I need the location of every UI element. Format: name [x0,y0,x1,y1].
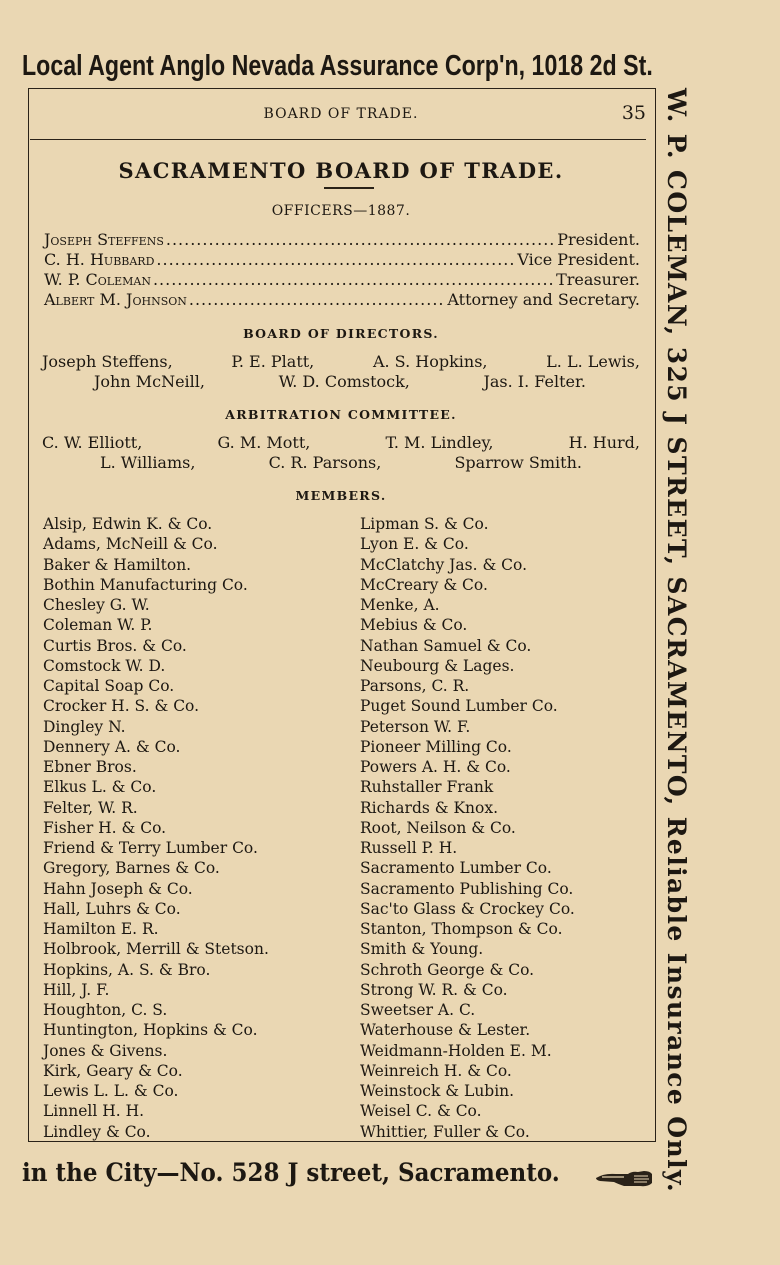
officer-name: Albert M. Johnson [44,290,187,309]
member-entry: Baker & Hamilton. [43,555,192,574]
title-rule [324,187,374,189]
member-entry: Puget Sound Lumber Co. [360,697,558,716]
arbitration-line-2 [100,453,582,472]
member-entry: Lindley & Co. [43,1122,151,1141]
member-entry: McClatchy Jas. & Co. [360,555,528,574]
officers-list [44,230,640,310]
director-name: John McNeill, [94,372,205,391]
director-name: L. L. Lewis, [546,352,640,371]
officers-heading: OFFICERS—1887. [271,203,411,219]
directors-line-2 [94,372,586,391]
member-entry: Crocker H. S. & Co. [43,697,200,716]
member-entry: Schroth George & Co. [360,960,535,979]
member-entry: Smith & Young. [360,940,484,959]
officer-row [44,230,640,250]
member-entry: Peterson W. F. [360,717,471,736]
member-entry: Stanton, Thompson & Co. [360,920,563,938]
officer-row [44,270,640,290]
officer-title: Attorney and Secretary. [447,290,640,309]
director-name: Jas. I. Felter. [483,372,586,391]
member-entry: Weidmann-Holden E. M. [360,1041,552,1060]
arbitration-heading: ARBITRATION COMMITTEE. [225,407,457,422]
arbitration-line-1 [42,433,640,452]
member-entry: Jones & Givens. [43,1041,168,1060]
committee-name: Sparrow Smith. [454,453,582,472]
member-entry: Comstock W. D. [43,656,166,675]
page-title: SACRAMENTO BOARD OF TRADE. [118,158,564,183]
dot-leader [153,270,554,290]
officer-name: W. P. Coleman [44,270,151,289]
member-entry: Sac'to Glass & Crockey Co. [360,899,575,918]
member-entry: Linnell H. H. [43,1102,145,1121]
member-entry: Whittier, Fuller & Co. [360,1122,530,1141]
member-entry: Hall, Luhrs & Co. [43,899,181,918]
member-entry: Capital Soap Co. [43,677,175,695]
committee-name: T. M. Lindley, [385,433,494,452]
committee-name: H. Hurd, [568,433,640,452]
member-entry: McCreary & Co. [360,575,488,594]
member-entry: Neubourg & Lages. [360,656,515,675]
header-rule [30,139,646,140]
officer-title: Treasurer. [556,270,640,289]
member-entry: Houghton, C. S. [43,1001,168,1019]
officer-title: President. [557,230,640,249]
member-entry: Powers A. H. & Co. [360,758,511,776]
member-entry: Lipman S. & Co. [360,515,489,533]
member-entry: Dingley N. [43,717,126,736]
member-entry: Sacramento Publishing Co. [360,879,574,898]
member-entry: Hill, J. F. [43,980,110,999]
top-advertisement: Local Agent Anglo Nevada Assurance Corp'n, 1018 2d St. [22,50,653,82]
dot-leader [156,250,515,270]
member-entry: Chesley G. W. [43,596,150,614]
director-name: A. S. Hopkins, [372,352,488,371]
committee-name: C. W. Elliott, [42,433,143,452]
director-name: W. D. Comstock, [278,372,410,391]
dot-leader [189,290,446,310]
member-entry: Pioneer Milling Co. [360,737,512,756]
directors-heading: BOARD OF DIRECTORS. [243,326,439,341]
member-entry: Ruhstaller Frank [360,778,494,797]
director-name: Joseph Steffens, [42,352,173,371]
officer-name: C. H. Hubbard [44,250,155,269]
member-entry: Bothin Manufacturing Co. [43,575,248,594]
member-entry: Sweetser A. C. [360,1001,476,1019]
member-entry: Hopkins, A. S. & Bro. [43,960,211,979]
member-entry: Weinstock & Lubin. [360,1082,515,1100]
members-right-column [360,514,575,1142]
member-entry: Huntington, Hopkins & Co. [43,1021,258,1040]
member-entry: Parsons, C. R. [360,677,470,695]
page-number: 35 [621,102,646,124]
member-entry: Friend & Terry Lumber Co. [43,839,258,857]
member-entry: Dennery A. & Co. [43,737,181,756]
member-entry: Lewis L. L. & Co. [43,1082,179,1100]
member-entry: Mebius & Co. [360,616,468,635]
member-entry: Hamilton E. R. [43,920,159,938]
member-entry: Weisel C. & Co. [360,1102,482,1121]
member-entry: Coleman W. P. [43,616,153,635]
running-header-title: BOARD OF TRADE. [263,106,419,122]
member-entry: Kirk, Geary & Co. [43,1061,183,1080]
member-entry: Nathan Samuel & Co. [360,636,532,655]
member-entry: Russell P. H. [360,839,458,857]
member-entry: Adams, McNeill & Co. [43,535,218,554]
member-entry: Alsip, Edwin K. & Co. [43,515,213,533]
officer-row [44,290,640,310]
member-entry: Ebner Bros. [43,758,137,776]
member-entry: Felter, W. R. [43,798,138,817]
member-entry: Holbrook, Merrill & Stetson. [43,940,269,959]
member-entry: Strong W. R. & Co. [360,980,508,999]
member-entry: Waterhouse & Lester. [360,1021,531,1040]
member-entry: Fisher H. & Co. [43,818,167,837]
member-entry: Hahn Joseph & Co. [43,879,193,898]
officer-title: Vice President. [517,250,640,269]
member-entry: Elkus L. & Co. [43,778,157,797]
committee-name: L. Williams, [100,453,196,472]
dot-leader [166,230,555,250]
committee-name: G. M. Mott, [217,433,311,452]
committee-name: C. R. Parsons, [268,453,382,472]
side-advertisement: W. P. COLEMAN, 325 J STREET, SACRAMENTO, Reliable Insurance Only. [662,88,691,1194]
members-left-column [43,514,269,1142]
officer-name: Joseph Steffens [44,230,164,249]
member-entry: Weinreich H. & Co. [360,1061,512,1080]
member-entry: Lyon E. & Co. [360,535,469,554]
member-entry: Curtis Bros. & Co. [43,636,187,655]
member-entry: Gregory, Barnes & Co. [43,859,220,878]
member-entry: Sacramento Lumber Co. [360,859,552,878]
pointing-hand-icon [594,1165,658,1191]
member-entry: Root, Neilson & Co. [360,818,516,837]
members-heading: MEMBERS. [295,488,387,503]
running-header [28,100,654,130]
directors-line-1 [42,352,640,371]
officer-row [44,250,640,270]
member-entry: Richards & Knox. [360,798,499,817]
bottom-advertisement: in the City—No. 528 J street, Sacramento. [22,1158,560,1187]
member-entry: Menke, A. [360,596,440,614]
director-name: P. E. Platt, [231,352,315,371]
